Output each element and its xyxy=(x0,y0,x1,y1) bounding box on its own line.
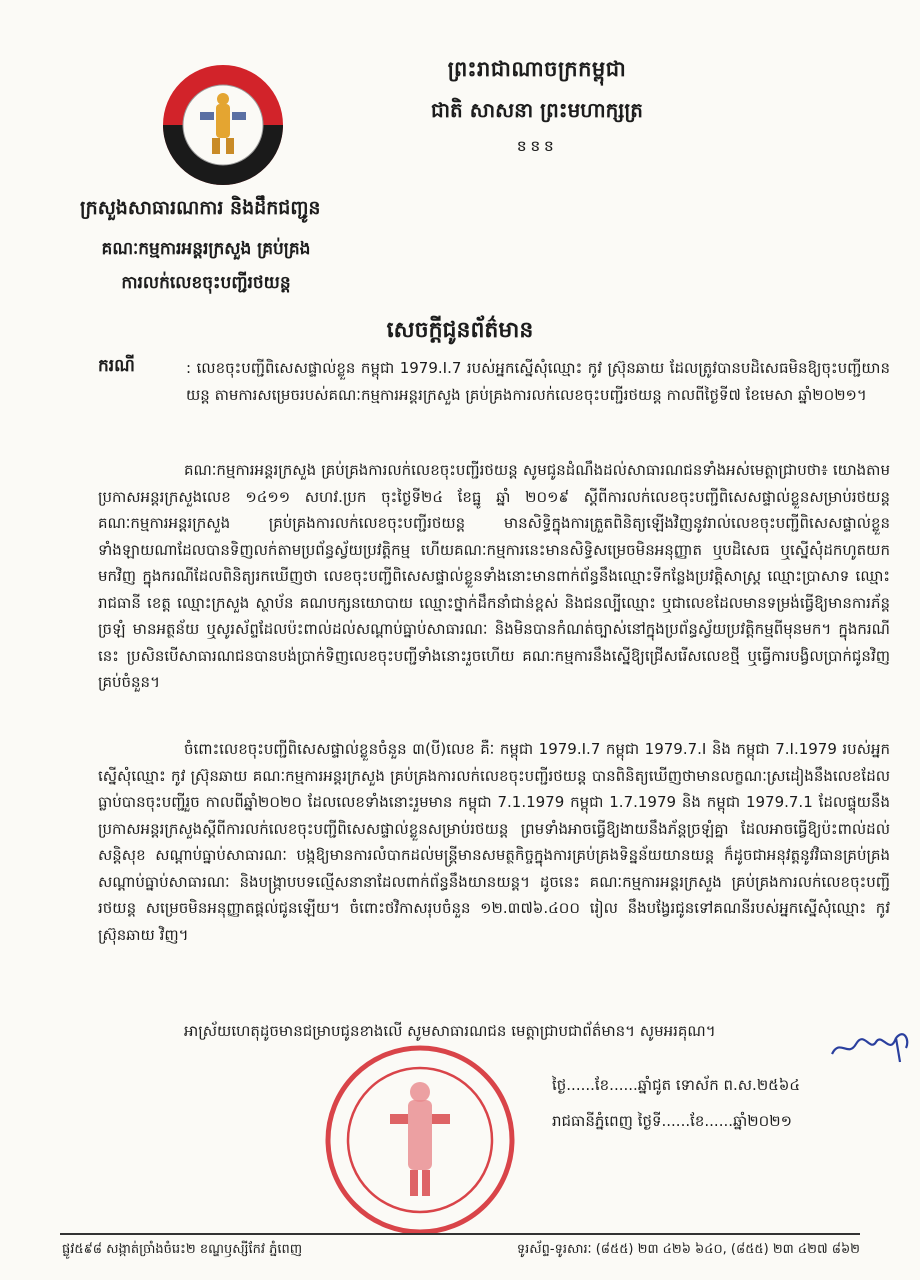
footer-phone: ទូរស័ព្ទ-ទូរសារៈ (៨៥៥) ២៣ ៤២៦ ៦៤០, (៨៥៥) ២៣ ៤២៧ ៨៦២ xyxy=(516,1242,860,1257)
document-title: សេចក្តីជូនព័ត៌មាន xyxy=(386,318,534,343)
paragraph-2: ចំពោះលេខចុះបញ្ជីពិសេសផ្ទាល់ខ្លួនចំនួន ៣(បី)លេខ គឺៈ កម្ពុជា 1979.I.7 កម្ពុជា 1979.7.I និង កម្ពុជា 7.I.1979 របស់អ្នកស្នើសុំឈ្មោះ កូវ ស្រ៊ុនឆាយ គណៈកម្មការអន្តរក្រសួង គ្រប់គ្រងការលក់លេខចុះបញ្ជីរថយន្ត បានពិនិត្យឃើញថាមានលក្ខណៈស្រដៀងនឹងលេខដែលធ្លាប់បានចុះបញ្ជីរួច កាលពីឆ្នាំ២០២០ ដែលលេខទាំងនោះរួមមាន កម្ពុជា 7.1.1979 កម្ពុជា 1.7.1979 និង កម្ពុជា 1979.7.1 ដែលផ្ទុយនឹងប្រកាសអន្តរក្រសួងស្តីពីការលក់លេខចុះបញ្ជីពិសេសផ្ទាល់ខ្លួនសម្រាប់រថយន្ត ព្រមទាំងអាចធ្វើឱ្យងាយនឹងភ័ន្តច្រឡំគ្នា ដែលអាចធ្វើឱ្យប៉ះពាល់ដល់សន្តិសុខ សណ្តាប់ធ្នាប់សាធារណៈ បង្កឱ្យមានការលំបាកដល់មន្ត្រីមានសមត្ថកិច្ចក្នុងការគ្រប់គ្រងទិន្នន័យយានយន្ត ក៏ដូចជាអនុវត្តនូវវិធានគ្រប់គ្រងសណ្តាប់ធ្នាប់សាធារណៈ និងបង្ក្រាបបទល្មើសនានាដែលពាក់ព័ន្ធនឹងយានយន្ត។ ដូចនេះ គណៈកម្មការអន្តរក្រសួង គ្រប់គ្រងការលក់លេខចុះបញ្ជីរថយន្ត សម្រេចមិនអនុញ្ញាតផ្តល់ជូនឡើយ។ ចំពោះថវិកាសរុបចំនួន ១២.៣៧៦.៤០០ រៀល នឹងបង្វែរជូនទៅគណនីរបស់អ្នកស្នើសុំឈ្មោះ កូវ ស្រ៊ុនឆាយ វិញ។ xyxy=(98,740,890,944)
handwritten-signature-icon xyxy=(830,1018,914,1068)
ornament: ៜៜៜ xyxy=(516,136,558,155)
kingdom-name: ព្រះរាជាណាចក្រកម្ពុជា xyxy=(447,57,627,81)
kingdom-header xyxy=(392,56,682,159)
ministry-of-public-works-logo xyxy=(160,62,286,188)
committee-line-1: គណៈកម្មការអន្តរក្រសួង គ្រប់គ្រង xyxy=(101,239,311,259)
case-label: ករណី xyxy=(98,356,135,376)
ministry-name: ក្រសួងសាធារណការ និងដឹកជញ្ជូន xyxy=(80,197,321,219)
footer-address: ផ្លូវ៥៩៨ សង្កាត់ច្រាំងចំរេះ២ ខណ្ឌឫស្សីកែវ ភ្នំពេញ xyxy=(62,1242,303,1257)
case-text: : លេខចុះបញ្ជីពិសេសផ្ទាល់ខ្លួន កម្ពុជា 1979.I.7 របស់អ្នកស្នើសុំឈ្មោះ កូវ ស្រ៊ុនឆាយ ដែលត្រូវបានបដិសេធមិនឱ្យចុះបញ្ជីយានយន្ត តាមការសម្រេចរបស់គណៈកម្មការអន្តរក្រសួង គ្រប់គ្រងការលក់លេខចុះបញ្ជីរថយន្ត កាលពីថ្ងៃទី៧ ខែមេសា ឆ្នាំ២០២១។ xyxy=(186,359,890,404)
paragraph-1: គណៈកម្មការអន្តរក្រសួង គ្រប់គ្រងការលក់លេខចុះបញ្ជីរថយន្ត សូមជូនដំណឹងដល់សាធារណជនទាំងអស់មេត្តាជ្រាបថា៖ យោងតាមប្រកាសអន្តរក្រសួងលេខ ១៤១១ សហវ.ប្រក ចុះថ្ងៃទី២៤ ខែធ្នូ ឆ្នាំ ២០១៩ ស្តីពីការលក់លេខចុះបញ្ជីពិសេសផ្ទាល់ខ្លួនសម្រាប់រថយន្ត គណៈកម្មការអន្តរក្រសួង គ្រប់គ្រងការលក់លេខចុះបញ្ជីរថយន្ត មានសិទ្ធិក្នុងការត្រួតពិនិត្យឡើងវិញនូវរាល់លេខចុះបញ្ជីពិសេសផ្ទាល់ខ្លួនទាំងឡាយណាដែលបានទិញលក់តាមប្រព័ន្ធស្វ័យប្រវត្តិកម្ម ហើយគណៈកម្មការនេះមានសិទ្ធិសម្រេចមិនអនុញ្ញាត ឬបដិសេធ ឬស្នើសុំដកហូតយកមកវិញ ក្នុងករណីដែលពិនិត្យរកឃើញថា លេខចុះបញ្ជីពិសេសផ្ទាល់ខ្លួនទាំងនោះមានពាក់ព័ន្ធនឹងឈ្មោះទីកន្លែងប្រវត្តិសាស្ត្រ ឈ្មោះប្រាសាទ ឈ្មោះរាជធានី ខេត្ត ឈ្មោះក្រសួង ស្ថាប័ន គណបក្សនយោបាយ ឈ្មោះថ្នាក់ដឹកនាំជាន់ខ្ពស់ និងជនល្បីឈ្មោះ ឬជាលេខដែលមានទម្រង់ធ្វើឱ្យមានការភ័ន្តច្រឡំ មានអត្ថន័យ ឬសូរស័ព្ទដែលប៉ះពាល់ដល់សណ្តាប់ធ្នាប់សាធារណៈ និងមិនបានកំណត់ច្បាស់នៅក្នុងប្រព័ន្ធស្វ័យប្រវត្តិកម្មពីមុនមក។ ក្នុងករណីនេះ ប្រសិនបើសាធារណជនបានបង់ប្រាក់ទិញលេខចុះបញ្ជីទាំងនោះរួចហើយ គណៈកម្មការនឹងស្នើឱ្យជ្រើសរើសលេខថ្មី ឬធ្វើការបង្វិលប្រាក់ជូនវិញគ្រប់ចំនួន។ xyxy=(98,461,890,691)
national-motto: ជាតិ សាសនា ព្រះមហាក្សត្រ xyxy=(431,98,643,122)
paragraph-3: អាស្រ័យហេតុដូចមានជម្រាបជូនខាងលើ សូមសាធារណជន មេត្តាជ្រាបជាព័ត៌មាន។ សូមអរគុណ។ xyxy=(184,1022,716,1040)
footer-divider xyxy=(60,1233,860,1235)
committee-name xyxy=(86,232,326,300)
official-red-seal-icon xyxy=(320,1040,520,1240)
committee-line-2: ការលក់លេខចុះបញ្ជីរថយន្ត xyxy=(121,273,291,293)
solar-date: រាជធានីភ្នំពេញ ថ្ងៃទី......ខែ......ឆ្នាំ២០២១ xyxy=(552,1112,792,1130)
lunar-date: ថ្ងៃ......ខែ......ឆ្នាំជូត ទោស័ក ព.ស.២៥៦៤ xyxy=(552,1076,801,1094)
